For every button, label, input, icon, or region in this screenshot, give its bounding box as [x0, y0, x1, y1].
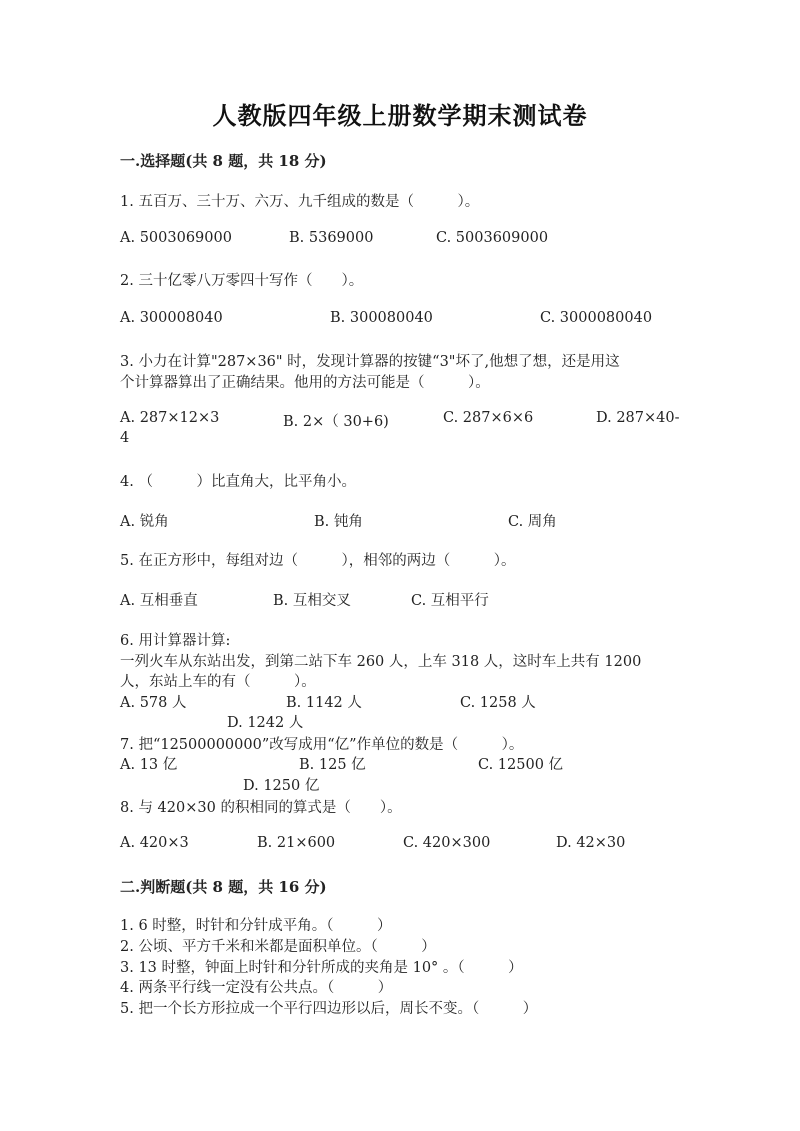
q1-stem: 1. 五百万、三十万、六万、九千组成的数是（ ）。	[120, 194, 480, 210]
q2-option-b: B. 300080040	[330, 310, 433, 326]
q3-option-c: C. 287×6×6	[443, 410, 534, 426]
q2-stem: 2. 三十亿零八万零四十写作（ ）。	[120, 273, 364, 289]
q8-option-d: D. 42×30	[556, 835, 626, 851]
q7-option-a: A. 13 亿	[120, 757, 178, 773]
q6-option-a: A. 578 人	[120, 695, 187, 711]
q6-stem-line2: 一列火车从东站出发，到第二站下车 260 人，上车 318 人，这时车上共有 1200	[120, 654, 642, 670]
q7-option-c: C. 12500 亿	[478, 757, 564, 773]
q5-option-a: A. 互相垂直	[120, 593, 198, 609]
q8-option-a: A. 420×3	[120, 835, 189, 851]
judge-item-5: 5. 把一个长方形拉成一个平行四边形以后，周长不变。（ ）	[120, 1001, 538, 1017]
q8-option-c: C. 420×300	[403, 835, 491, 851]
q5-option-b: B. 互相交叉	[273, 593, 351, 609]
q4-stem: 4. （ ）比直角大，比平角小。	[120, 474, 356, 490]
q7-stem: 7. 把“12500000000”改写成用“亿”作单位的数是（ ）。	[120, 737, 524, 753]
q4-option-a: A. 锐角	[120, 514, 169, 530]
q6-stem-line3: 人，东站上车的有（ ）。	[120, 674, 316, 690]
q4-option-c: C. 周角	[508, 514, 557, 530]
section1-heading: 一.选择题(共 8 题，共 18 分)	[120, 152, 327, 170]
page-title: 人教版四年级上册数学期末测试卷	[212, 101, 588, 130]
q6-option-d: D. 1242 人	[227, 715, 304, 731]
q2-option-c: C. 3000080040	[540, 310, 653, 326]
section2-heading: 二.判断题(共 8 题，共 16 分)	[120, 878, 327, 896]
q3-option-d-continued: 4	[120, 430, 130, 446]
q1-option-b: B. 5369000	[289, 230, 374, 246]
judge-item-3: 3. 13 时整，钟面上时针和分针所成的夹角是 10° 。（ ）	[120, 960, 523, 976]
q2-option-a: A. 300008040	[120, 310, 223, 326]
q5-option-c: C. 互相平行	[411, 593, 489, 609]
q8-option-b: B. 21×600	[257, 835, 336, 851]
q3-option-d: D. 287×40-	[596, 410, 680, 426]
q3-stem-line2: 个计算器算出了正确结果。他用的方法可能是（ ）。	[120, 375, 490, 391]
q4-option-b: B. 钝角	[314, 514, 363, 530]
q6-option-b: B. 1142 人	[286, 695, 362, 711]
q3-option-a: A. 287×12×3	[120, 410, 220, 426]
q3-stem-line1: 3. 小力在计算"287×36" 时，发现计算器的按键“3"坏了,他想了想，还是用这	[120, 354, 620, 370]
judge-item-2: 2. 公顷、平方千米和米都是面积单位。（ ）	[120, 939, 436, 955]
judge-item-1: 1. 6 时整，时针和分针成平角。（ ）	[120, 918, 392, 934]
q6-stem-line1: 6. 用计算器计算:	[120, 633, 231, 649]
q8-stem: 8. 与 420×30 的积相同的算式是（ ）。	[120, 800, 402, 816]
q1-option-c: C. 5003609000	[436, 230, 549, 246]
q7-option-b: B. 125 亿	[299, 757, 366, 773]
q7-option-d: D. 1250 亿	[243, 778, 320, 794]
q5-stem: 5. 在正方形中，每组对边（ ），相邻的两边（ ）。	[120, 553, 516, 569]
judge-item-4: 4. 两条平行线一定没有公共点。（ ）	[120, 980, 393, 996]
q1-option-a: A. 5003069000	[120, 230, 232, 246]
q6-option-c: C. 1258 人	[460, 695, 536, 711]
q3-option-b: B. 2×（ 30+6)	[283, 414, 389, 430]
